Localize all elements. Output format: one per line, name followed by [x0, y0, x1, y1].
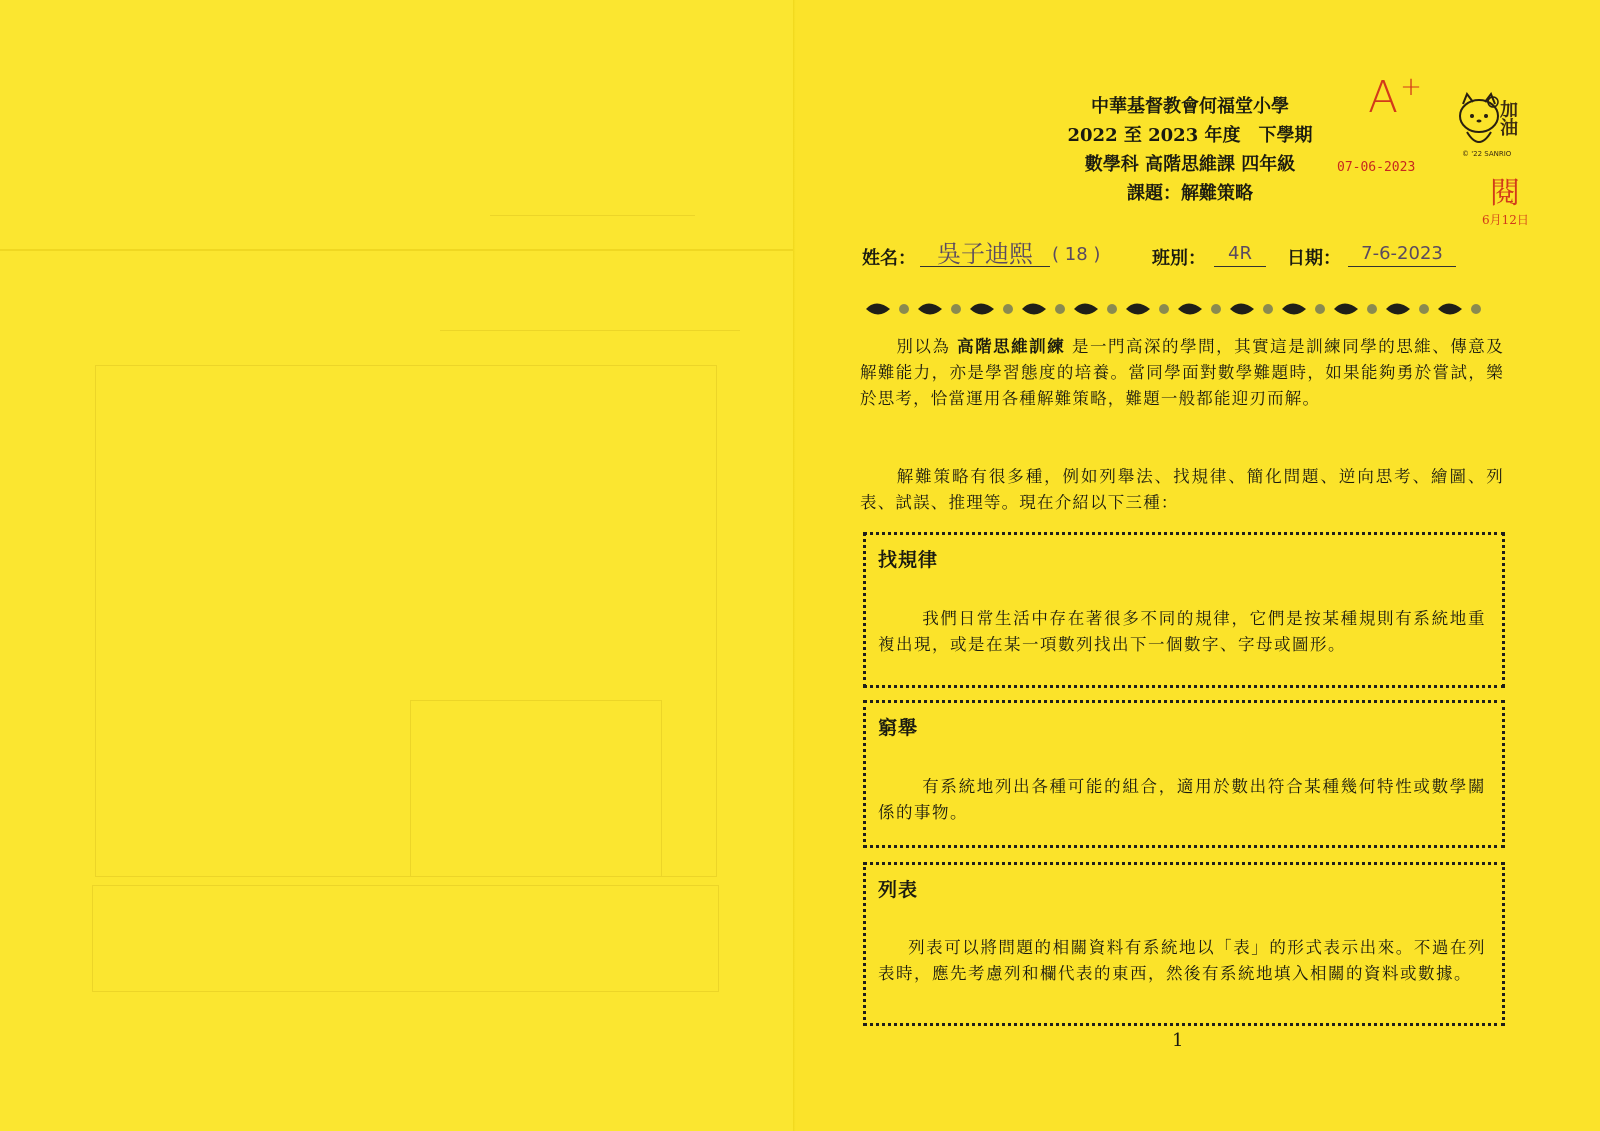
class-field[interactable]: 4R	[1214, 238, 1266, 267]
intro-paragraph: 別以為 高階思維訓練 是一門高深的學問，其實這是訓練同學的思維、傳意及解難能力，亦是學習態度的培養。當同學面對數學難題時，如果能夠勇於嘗試，樂於思考，恰當運用各種解難策略，難題一般都能迎刃而解。	[860, 337, 1505, 408]
subject-line: 數學科 高階思維課 四年級	[1084, 154, 1296, 175]
left-page-back	[0, 0, 795, 1131]
date-stamp: 07-06-2023	[1337, 160, 1416, 175]
strategy-text: 我們日常生活中存在著很多不同的規律，它們是按某種規則有系統地重複出現，或是在某一項數列找出下一個數字、字母或圖形。	[878, 609, 1486, 654]
center-fold	[793, 0, 796, 1131]
academic-year: 2022 至 2023 年度 下學期	[1067, 125, 1313, 146]
bleed-through-line	[490, 215, 695, 216]
name-field[interactable]: 吳子迪熙	[920, 238, 1050, 267]
strategy-title: 找規律	[878, 549, 939, 571]
strategy-text: 列表可以將問題的相關資料有系統地以「表」的形式表示出來。不過在列表時，應先考慮列和欄代表的東西，然後有系統地填入相關的資料或數據。	[878, 938, 1486, 983]
read-date: 6月12日	[1482, 213, 1529, 227]
decorative-leaf-border	[862, 298, 1502, 320]
strategy-box-table	[863, 862, 1505, 1026]
bleed-through-line	[440, 330, 740, 331]
strategy-text: 有系統地列出各種可能的組合，適用於數出符合某種幾何特性或數學關係的事物。	[878, 777, 1486, 822]
strategy-box-pattern	[863, 532, 1505, 688]
student-number: ( 18 )	[1052, 244, 1101, 265]
sticker-caption: © '22 SANRIO	[1462, 150, 1512, 158]
page-number: 1	[1172, 1030, 1184, 1051]
sticker-text: 加油	[1500, 100, 1518, 139]
date-field[interactable]: 7-6-2023	[1348, 238, 1456, 267]
page-crease	[0, 249, 795, 251]
strategy-box-exhaustion	[863, 700, 1505, 848]
topic-line: 課題：解難策略	[1127, 183, 1253, 204]
bleed-through-table	[410, 700, 662, 877]
strategy-title: 窮舉	[878, 717, 919, 739]
read-mark: 閱	[1490, 176, 1520, 211]
strategy-title: 列表	[878, 879, 919, 901]
school-name: 中華基督教會何福堂小學	[1091, 96, 1289, 117]
strategies-intro-paragraph: 解難策略有很多種，例如列舉法、找規律、簡化問題、逆向思考、繪圖、列表、試誤、推理等。現在介紹以下三種：	[860, 467, 1504, 512]
name-label: 姓名：	[862, 248, 916, 269]
class-label: 班別：	[1152, 248, 1206, 269]
grade-mark: A+	[1368, 72, 1422, 123]
bleed-through-box	[92, 885, 719, 992]
highlight-term: 高階思維訓練	[957, 337, 1066, 356]
worksheet-header	[1030, 92, 1350, 208]
date-label: 日期：	[1287, 248, 1341, 269]
